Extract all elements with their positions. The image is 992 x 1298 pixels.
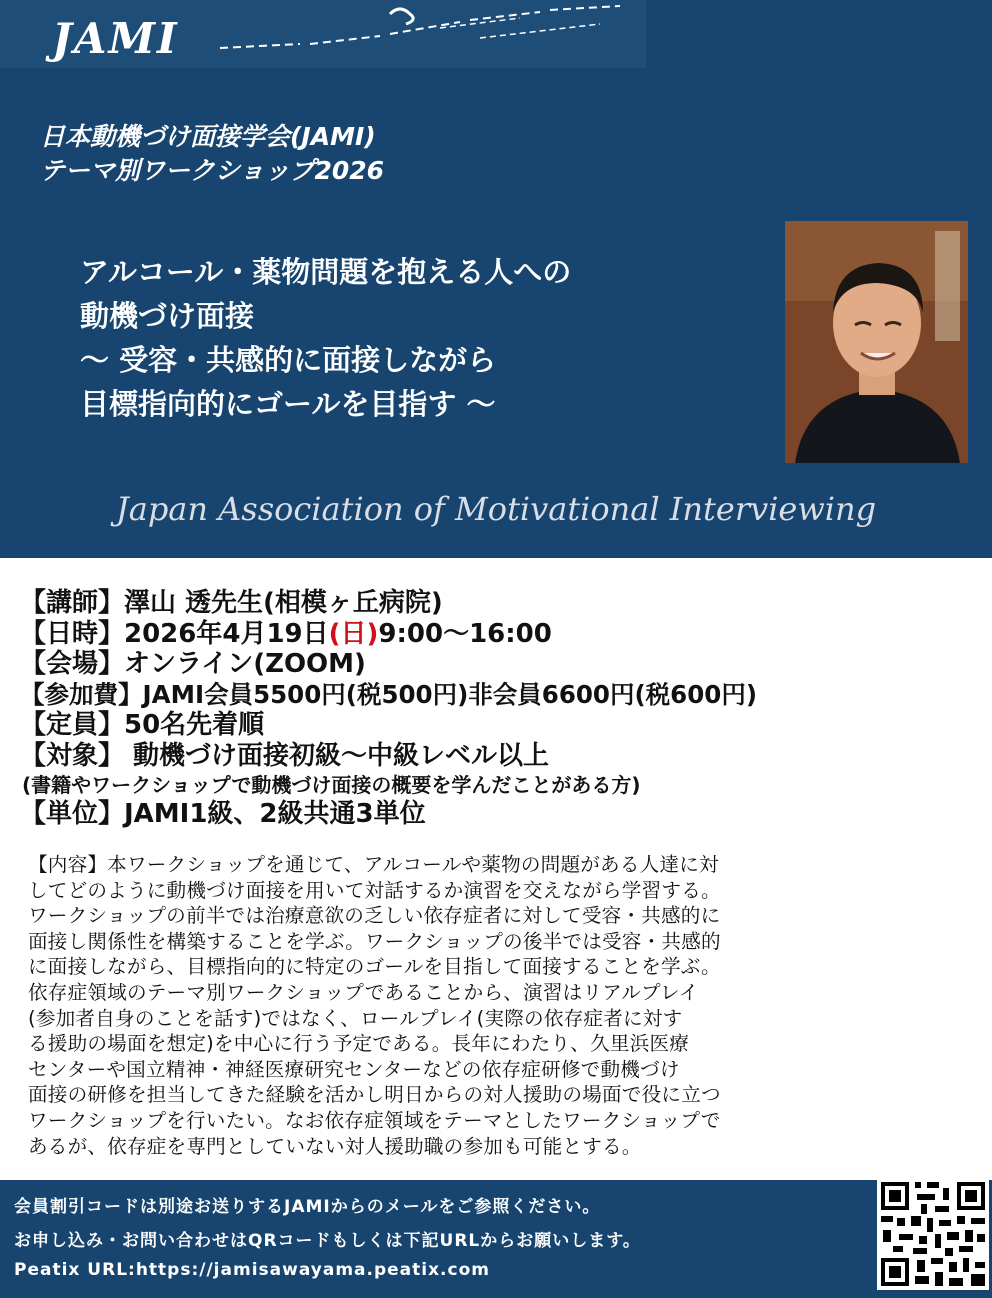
credits-row: 【単位】JAMI1級、2級共通3単位 bbox=[20, 799, 426, 829]
target-note: (書籍やワークショップで動機づけ面接の概要を学んだことがある方) bbox=[22, 773, 641, 797]
logo-area bbox=[0, 0, 646, 68]
qr-code[interactable] bbox=[877, 1178, 989, 1290]
lecturer-portrait-icon bbox=[785, 221, 968, 463]
content-description bbox=[28, 852, 968, 1159]
content-line: ワークショップを行いたい。なお依存症領域をテーマとしたワークショップで bbox=[28, 1108, 721, 1132]
date-time: 9:00〜16:00 bbox=[378, 618, 552, 649]
lecturer-row: 【講師】澤山 透先生(相模ヶ丘病院) bbox=[20, 588, 443, 618]
content-line: ワークショップの前半では治療意欲の乏しい依存症者に対して受容・共感的に bbox=[28, 904, 721, 928]
content-line: 面接し関係性を構築することを学ぶ。ワークショップの後半では受容・共感的 bbox=[28, 929, 721, 953]
date-prefix: 【日時】2026年4月19日 bbox=[20, 618, 329, 649]
english-association-name: Japan Association of Motivational Interviewing bbox=[115, 490, 877, 528]
peatix-url-link[interactable]: Peatix URL:https://jamisawayama.peatix.com bbox=[14, 1260, 490, 1280]
venue-row: 【会場】オンライン(ZOOM) bbox=[20, 649, 366, 679]
content-line: してどのように動機づけ面接を用いて対話するか演習を交えながら学習する。 bbox=[28, 878, 721, 902]
target-row: 【対象】 動機づけ面接初級〜中級レベル以上 bbox=[20, 740, 550, 771]
decorative-lines-icon bbox=[0, 0, 646, 68]
content-line: に面接しながら、目標指向的に特定のゴールを目指して面接することを学ぶ。 bbox=[28, 955, 721, 979]
org-line-1: 日本動機づけ面接学会(JAMI) bbox=[40, 122, 376, 151]
content-line: あるが、依存症を専門としていない対人援助職の参加も可能とする。 bbox=[28, 1134, 642, 1158]
qr-code-icon bbox=[877, 1178, 989, 1290]
org-line-2: テーマ別ワークショップ2026 bbox=[40, 156, 385, 185]
title-line-1: アルコール・薬物問題を抱える人への bbox=[80, 255, 572, 289]
footer-banner bbox=[0, 1180, 992, 1298]
title-line-2: 動機づけ面接 bbox=[80, 299, 255, 333]
title-line-3: 〜 受容・共感的に面接しながら bbox=[80, 343, 497, 377]
lecturer-photo bbox=[785, 221, 968, 463]
header-banner bbox=[0, 0, 992, 558]
jami-logo: JAMI bbox=[52, 14, 179, 63]
content-line: (参加者自身のことを話す)ではなく、ロールプレイ(実際の依存症者に対す bbox=[28, 1006, 683, 1030]
organization-heading bbox=[40, 120, 384, 188]
title-line-4: 目標指向的にゴールを目指す 〜 bbox=[80, 387, 496, 421]
date-day: (日) bbox=[328, 618, 379, 649]
content-line: 面接の研修を担当してきた経験を活かし明日からの対人援助の場面で役に立つ bbox=[28, 1083, 721, 1107]
discount-note: 会員割引コードは別途お送りするJAMIからのメールをご参照ください。 bbox=[14, 1197, 601, 1217]
date-row bbox=[20, 619, 980, 650]
content-line: る援助の場面を想定)を中心に行う予定である。長年にわたり、久里浜医療 bbox=[28, 1032, 690, 1056]
workshop-title bbox=[80, 250, 571, 426]
application-note: お申し込み・お問い合わせはQRコードもしくは下記URLからお願いします。 bbox=[14, 1231, 641, 1251]
capacity-row: 【定員】50名先着順 bbox=[20, 710, 265, 740]
event-details bbox=[20, 588, 980, 830]
content-line: センターや国立精神・神経医療研究センターなどの依存症研修で動機づけ bbox=[28, 1057, 680, 1081]
fee-row: 【参加費】JAMI会員5500円(税500円)非会員6600円(税600円) bbox=[20, 679, 758, 709]
content-line: 依存症領域のテーマ別ワークショップであることから、演習はリアルプレイ bbox=[28, 980, 699, 1004]
content-line: 【内容】本ワークショップを通じて、アルコールや薬物の問題がある人達に対 bbox=[28, 853, 719, 876]
